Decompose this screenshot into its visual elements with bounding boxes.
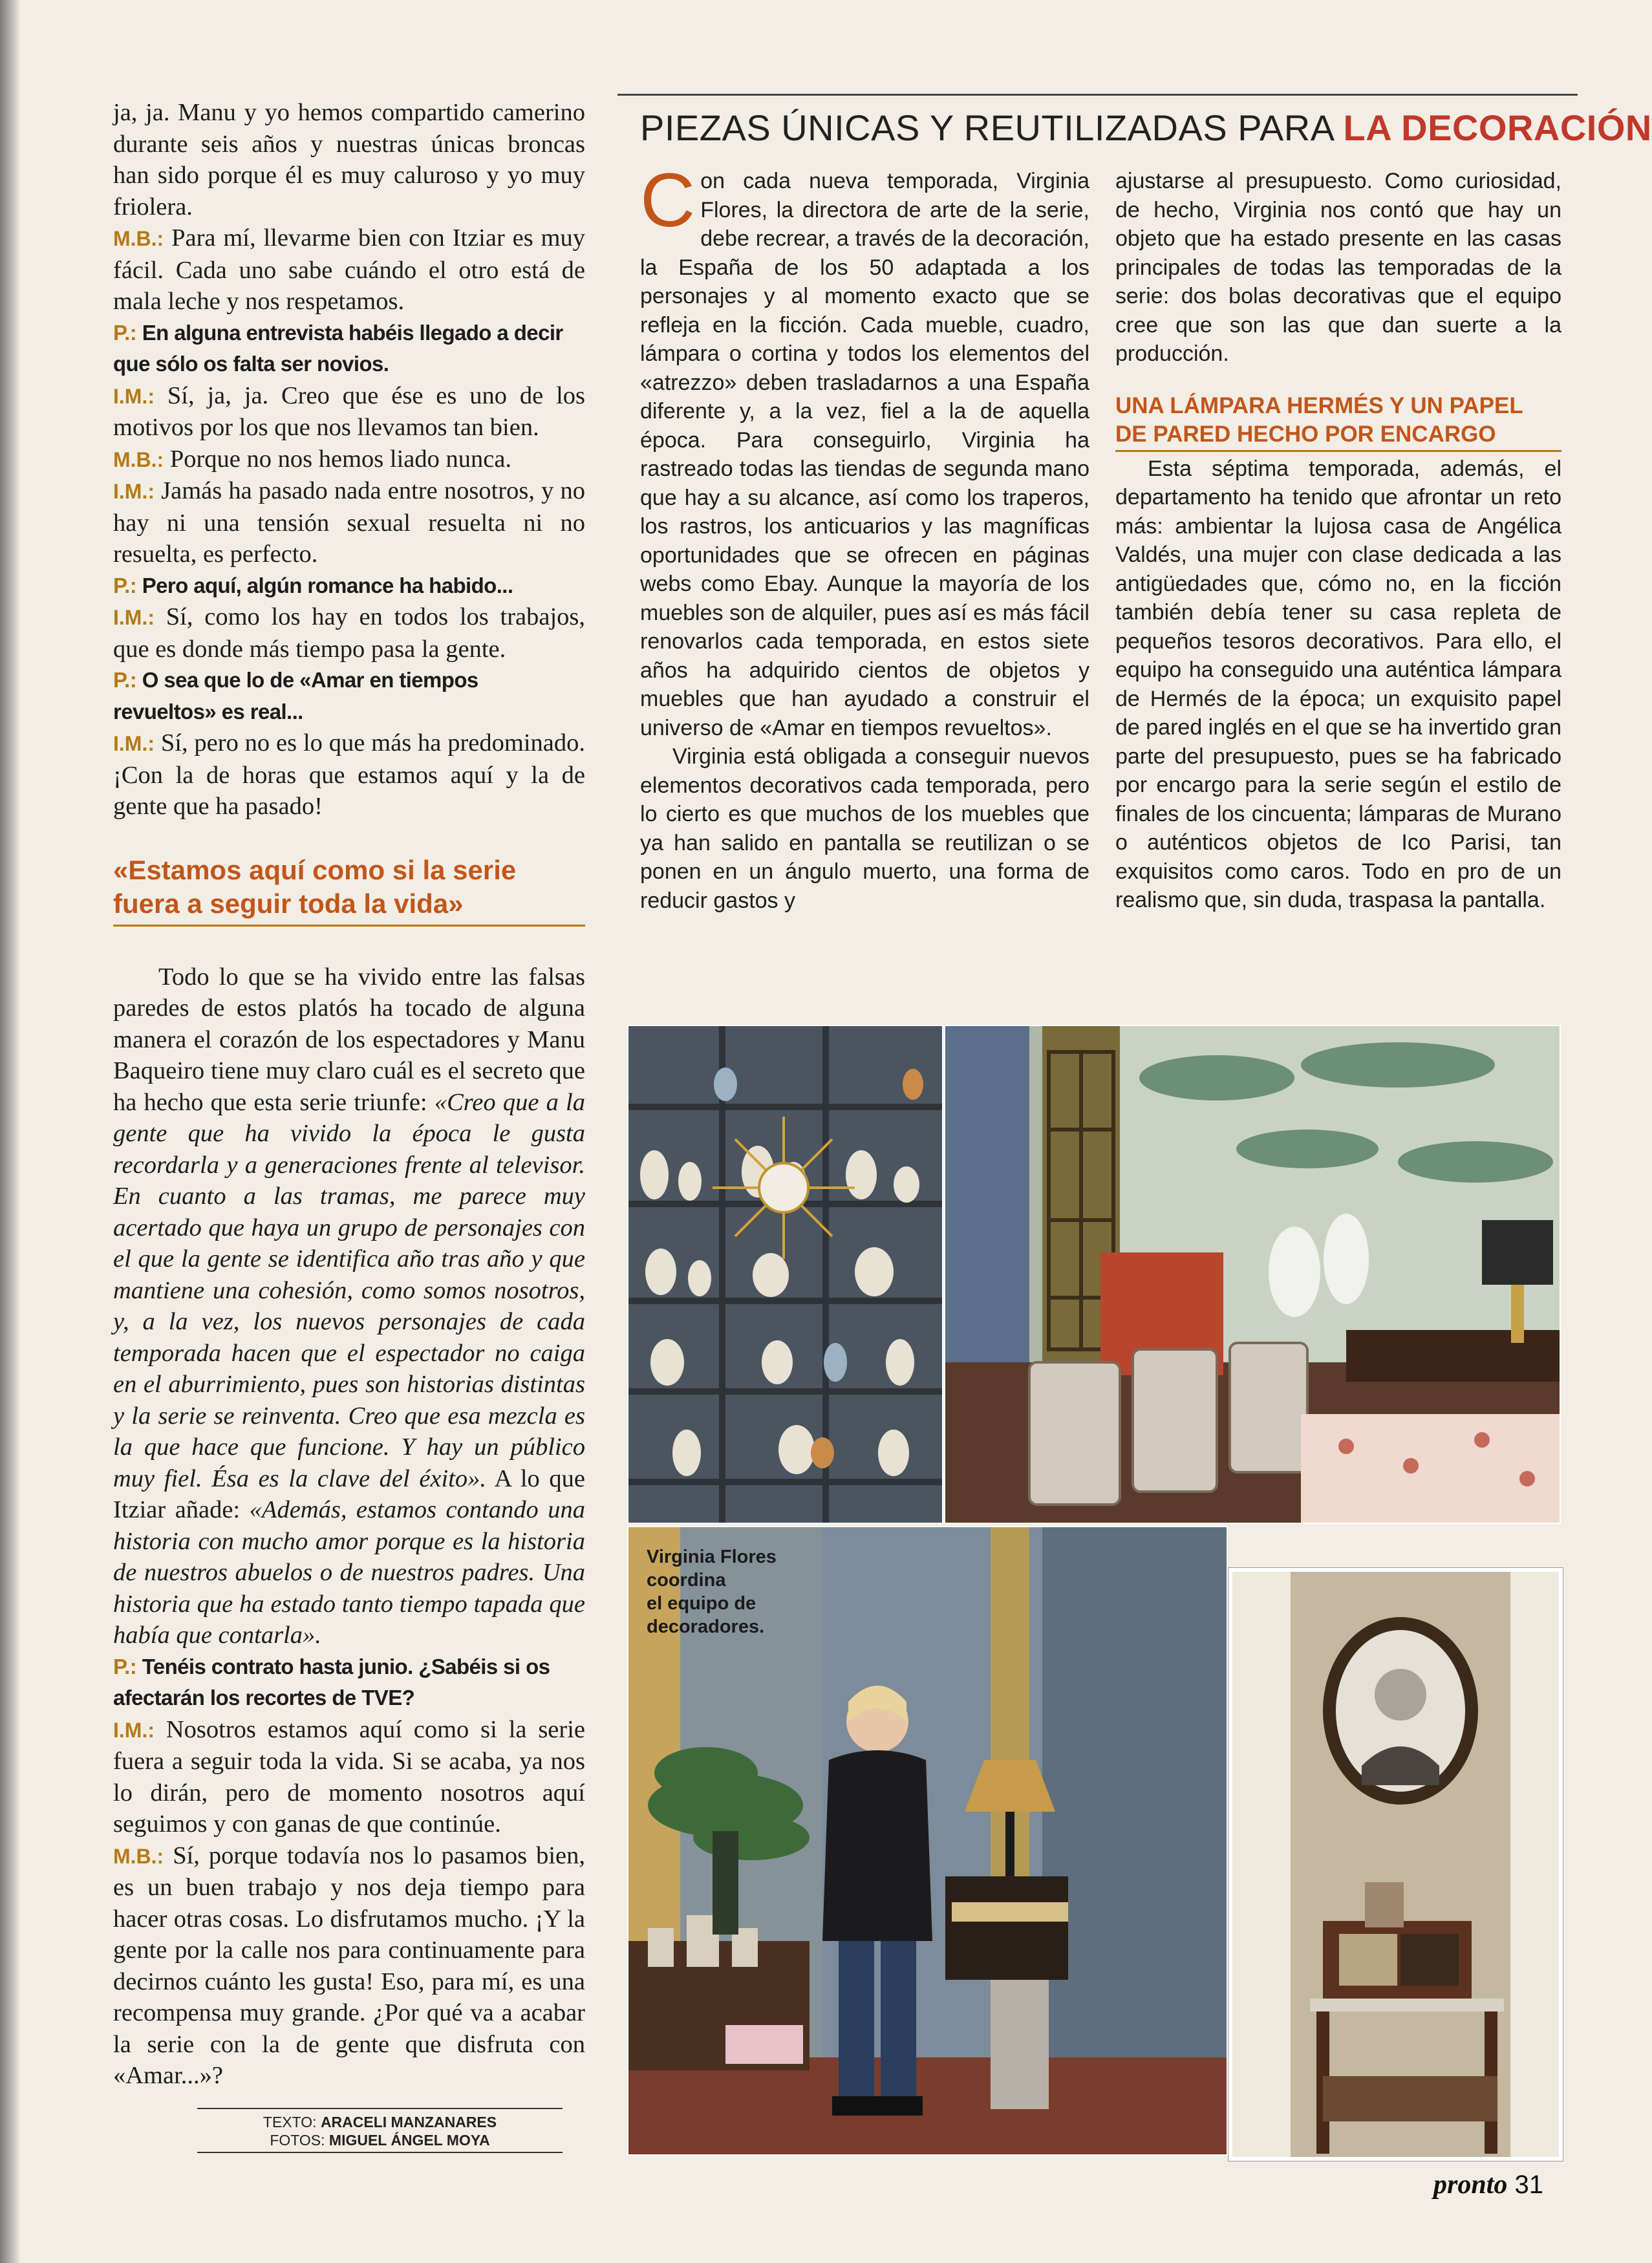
drop-cap: C	[640, 158, 696, 243]
sidebar-title: PIEZAS ÚNICAS Y REUTILIZADAS PARA LA DECORACIÓN	[640, 107, 1652, 148]
interview-answer: I.M.: Jamás ha pasado nada entre nosotros, y no hay ni una tensión sexual resuelta ni no resuelta, es perfecto.	[113, 477, 585, 568]
sidebar-column-1: Con cada nueva temporada, Virginia Flores, la directora de arte de la serie, debe recrear, a través de la decoración, la España de los 50 adaptada a los personajes y al momento exacto que se refleja en la ficción. Cada mueble, cuadro, lámpara o cortina y todos los elementos del «atrezzo» deben trasladarnos a una España diferente y, a la vez, fiel a la de aquella época. Para conseguirlo, Virginia ha rastreado todas las tiendas de segunda mano que hay a su alcance, así como los traperos, los rastros, los anticuarios y las magníficas oportunidades que se ofrecen en páginas webs como Ebay. Aunque la mayoría de los muebles son de alquiler, pues así es más fácil renovarlos cada temporada, en estos siete años ha adquirido cientos de objetos y muebles que han ayudado a construir el universo de «Amar en tiempos revueltos». Virginia está obligada a conseguir nuevos elementos decorativos cada temporada, pero lo cierto es que muchos de los muebles que ya han salido en pantalla se reutilizan o se ponen en un ángulo muerto, una forma de reducir gastos y	[640, 167, 1089, 915]
interview-answer: I.M.: Sí, pero no es lo que más ha predominado. ¡Con la de horas que estamos aquí y la de gente que ha pasado!	[113, 729, 586, 820]
page-number: 31	[1514, 2171, 1543, 2199]
interview-answer: I.M.: Sí, ja, ja. Creo que ése es uno de los motivos por los que nos llevamos tan bien.	[113, 381, 586, 441]
interview-answer: M.B.: Sí, porque todavía nos lo pasamos bien, es un buen trabajo y nos deja tiempo para hacer otras cosas. Lo disfrutamos mucho. ¡Y la gente por la calle nos para continuamente para decirnos cuánto les gusta! Eso, para mí, es una recompensa muy grande. ¿Por qué va a acabar la serie con la de gente que disfruta con «Amar...»?	[113, 1841, 586, 2089]
photo-dining-room	[944, 1025, 1561, 1524]
interview-question: P.: En alguna entrevista habéis llegado a decir que sólo os falta ser novios.	[113, 320, 563, 376]
sidebar-column-2	[1115, 167, 1561, 915]
sidebar-paragraph: ajustarse al presupuesto. Como curiosidad, de hecho, Virginia nos contó que hay un objeto que ha estado presente en las casas principales de todas las temporadas de la serie: dos bolas decorativas que el equipo cree que son las que dan suerte a la producción.	[1115, 169, 1561, 366]
photo-shelves	[627, 1025, 943, 1524]
interview-column	[113, 97, 585, 2092]
sidebar-paragraph: Esta séptima temporada, además, el departamento ha tenido que afrontar un reto más: ambientar la lujosa casa de Angélica Valdés, una mujer con clase dedicada a las antigüedades que, cómo no, en la ficción también debía tener su casa repleta de pequeños tesoros decorativos. Para ello, el equipo ha conseguido una auténtica lámpara de Hermés de la época; un exquisito papel de pared inglés en el que se ha invertido gran parte del presupuesto, pues se ha fabricado por encargo para la serie según el estilo de finales de los cincuenta; lámparas de Murano o auténticos objetos de Ico Parisi, tan exquisitos como caros. Todo en pro de un realismo que, sin duda, traspasa la pantalla.	[1115, 456, 1561, 912]
interview-paragraph: ja, ja. Manu y yo hemos compartido camerino durante seis años y nuestras únicas broncas han sido porque él es muy caluroso y yo muy friolera.	[113, 99, 585, 220]
interview-question: P.: Pero aquí, algún romance ha habido...	[113, 573, 513, 597]
interview-answer: I.M.: Nosotros estamos aquí como si la serie fuera a seguir toda la vida. Si se acaba, ya nos lo dirán, pero de momento nosotros aquí seguimos y con ganas de que continúe.	[113, 1715, 586, 1838]
interview-answer: M.B.: Para mí, llevarme bien con Itziar es muy fácil. Cada uno sabe cuándo el otro está de mala leche y nos respetamos.	[113, 224, 586, 315]
photo-antique-room	[1228, 1568, 1563, 2161]
pull-quote-line: «Estamos aquí como si la serie	[113, 854, 517, 885]
photo-caption: Virginia Flores coordina el equipo de decoradores.	[647, 1547, 777, 1637]
body-paragraph: Todo lo que se ha vivido entre las falsas paredes de estos platós ha tocado de alguna manera el corazón de los espectadores y Manu Baqueiro tiene muy claro cuál es el secreto que ha hecho que esta serie triunfe: «Creo que a la gente que ha vivido la época le gusta recordarla y a generaciones frente al televisor. En cuanto a las tramas, me parece muy acertado que haya un grupo de personajes con el que la gente se identifica año tras año y que mantiene una cohesión, como somos nosotros, y, a la vez, los nuevos personajes de cada temporada hacen que el espectador no caiga en el aburrimiento, pues son historias distintas y la serie se reinventa. Creo que esa mezcla es la que hace que funcione. Y hay un público muy fiel. Ésa es la clave del éxito». A lo que Itziar añade: «Además, estamos contando una historia con mucho amor porque es la historia de nuestros abuelos o de nuestros padres. Una historia que ha estado tanto tiempo tapada que había que contarla».	[113, 963, 586, 1649]
sidebar-subheading: UNA LÁMPARA HERMÉS Y UN PAPEL DE PARED HECHO POR ENCARGO	[1115, 392, 1561, 452]
pull-quote-line: fuera a seguir toda la vida»	[113, 888, 464, 919]
pull-quote-heading	[113, 853, 585, 927]
sidebar-paragraph: Virginia está obligada a conseguir nuevos elementos decorativos cada temporada, pero lo cierto es que muchos de los muebles que ya han salido en pantalla se reutilizan o se ponen en un ángulo muerto, una forma de reducir gastos y	[640, 744, 1089, 913]
interview-answer: M.B.: Porque no nos hemos liado nunca.	[113, 445, 512, 473]
page-footer	[1433, 2169, 1543, 2200]
credits: TEXTO: ARACELI MANZANARES FOTOS: MIGUEL ÁNGEL MOYA	[197, 2108, 563, 2153]
page-gutter-shadow	[0, 0, 19, 2263]
interview-answer: I.M.: Sí, como los hay en todos los trabajos, que es donde más tiempo pasa la gente.	[113, 603, 586, 663]
magazine-brand: pronto	[1433, 2170, 1508, 2200]
interview-question: P.: O sea que lo de «Amar en tiempos revueltos» es real...	[113, 668, 478, 724]
interview-question: P.: Tenéis contrato hasta junio. ¿Sabéis si os afectarán los recortes de TVE?	[113, 1654, 550, 1710]
